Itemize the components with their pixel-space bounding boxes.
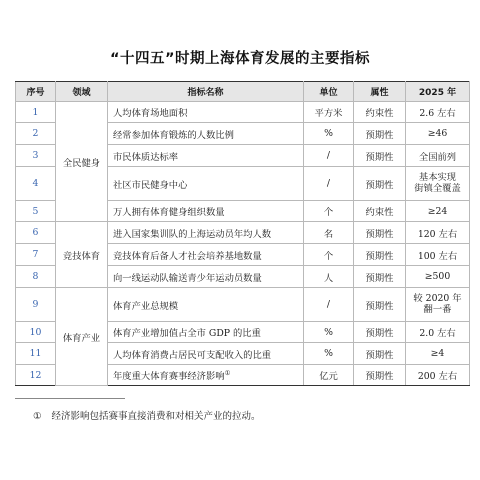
attribute-cell: 预期性 [354,244,406,266]
indicator-name: 向一线运动队输送青少年运动员数量 [108,266,304,288]
table-title: “十四五”时期上海体育发展的主要指标 [109,51,371,67]
indicator-name: 体育产业总规模 [108,288,304,322]
row-number: 5 [16,201,56,222]
row-number: 6 [16,222,56,244]
table-row [16,102,470,123]
row-number: 2 [16,123,56,145]
column-header-unit: 单位 [304,82,354,102]
indicator-name: 市民体质达标率 [108,145,304,167]
target-cell: 120 左右 [406,222,470,244]
target-cell: ≥46 [406,123,470,145]
target-cell [406,167,470,201]
target-cell [406,288,470,322]
attribute-cell: 预期性 [354,123,406,145]
table-header-row [16,82,470,102]
indicator-name: 社区市民健身中心 [108,167,304,201]
unit-cell: 名 [304,222,354,244]
attribute-cell: 约束性 [354,102,406,123]
indicator-name: 人均体育场地面积 [108,102,304,123]
column-header-attr: 属性 [354,82,406,102]
target-cell: 全国前列 [406,145,470,167]
row-number: 7 [16,244,56,266]
attribute-cell: 约束性 [354,201,406,222]
target-cell: ≥24 [406,201,470,222]
indicator-name: 万人拥有体育健身组织数量 [108,201,304,222]
field-cell: 全民健身 [56,102,108,222]
table-row [16,222,470,244]
row-number: 12 [16,365,56,386]
row-number: 9 [16,288,56,322]
unit-cell: / [304,288,354,322]
row-number: 1 [16,102,56,123]
unit-cell: % [304,343,354,365]
target-line-1: 基本实现 [418,171,457,183]
target-cell: 2.0 左右 [406,322,470,343]
column-header-no: 序号 [16,82,56,102]
table-row [16,288,470,322]
footnote-mark: ① [33,411,42,422]
unit-cell: % [304,123,354,145]
target-line-2: 街镇全覆盖 [414,182,461,194]
row-number: 3 [16,145,56,167]
unit-cell: % [304,322,354,343]
target-cell: ≥4 [406,343,470,365]
footnote [33,408,261,422]
unit-cell: 个 [304,244,354,266]
row-number: 8 [16,266,56,288]
target-cell: 2.6 左右 [406,102,470,123]
field-cell: 竞技体育 [56,222,108,288]
indicator-name: 竞技体育后备人才社会培养基地数量 [108,244,304,266]
indicator-name: 进入国家集训队的上海运动员年均人数 [108,222,304,244]
target-cell: 200 左右 [406,365,470,386]
indicator-name: 体育产业增加值占全市 GDP 的比重 [108,322,304,343]
attribute-cell: 预期性 [354,288,406,322]
indicator-name: 人均体育消费占居民可支配收入的比重 [108,343,304,365]
attribute-cell: 预期性 [354,322,406,343]
target-line-2: 翻一番 [423,303,452,315]
footnote-divider [15,398,125,399]
footnote-text: 经济影响包括赛事直接消费和对相关产业的拉动。 [51,411,261,422]
indicator-name [108,365,304,386]
indicators-table [15,81,470,386]
target-cell: 100 左右 [406,244,470,266]
field-cell: 体育产业 [56,288,108,386]
attribute-cell: 预期性 [354,222,406,244]
unit-cell: 人 [304,266,354,288]
unit-cell: 平方米 [304,102,354,123]
indicator-name-text: 年度重大体育赛事经济影响 [113,371,225,382]
column-header-field: 领域 [56,82,108,102]
footnote-reference: ① [224,368,231,377]
unit-cell: / [304,145,354,167]
indicator-name: 经常参加体育锻炼的人数比例 [108,123,304,145]
row-number: 4 [16,167,56,201]
attribute-cell: 预期性 [354,167,406,201]
unit-cell: 个 [304,201,354,222]
attribute-cell: 预期性 [354,266,406,288]
column-header-target: 2025 年 [406,82,470,102]
attribute-cell: 预期性 [354,343,406,365]
row-number: 11 [16,343,56,365]
target-cell: ≥500 [406,266,470,288]
row-number: 10 [16,322,56,343]
unit-cell: / [304,167,354,201]
column-header-name: 指标名称 [108,82,304,102]
attribute-cell: 预期性 [354,365,406,386]
target-line-1: 较 2020 年 [413,292,462,304]
attribute-cell: 预期性 [354,145,406,167]
unit-cell: 亿元 [304,365,354,386]
